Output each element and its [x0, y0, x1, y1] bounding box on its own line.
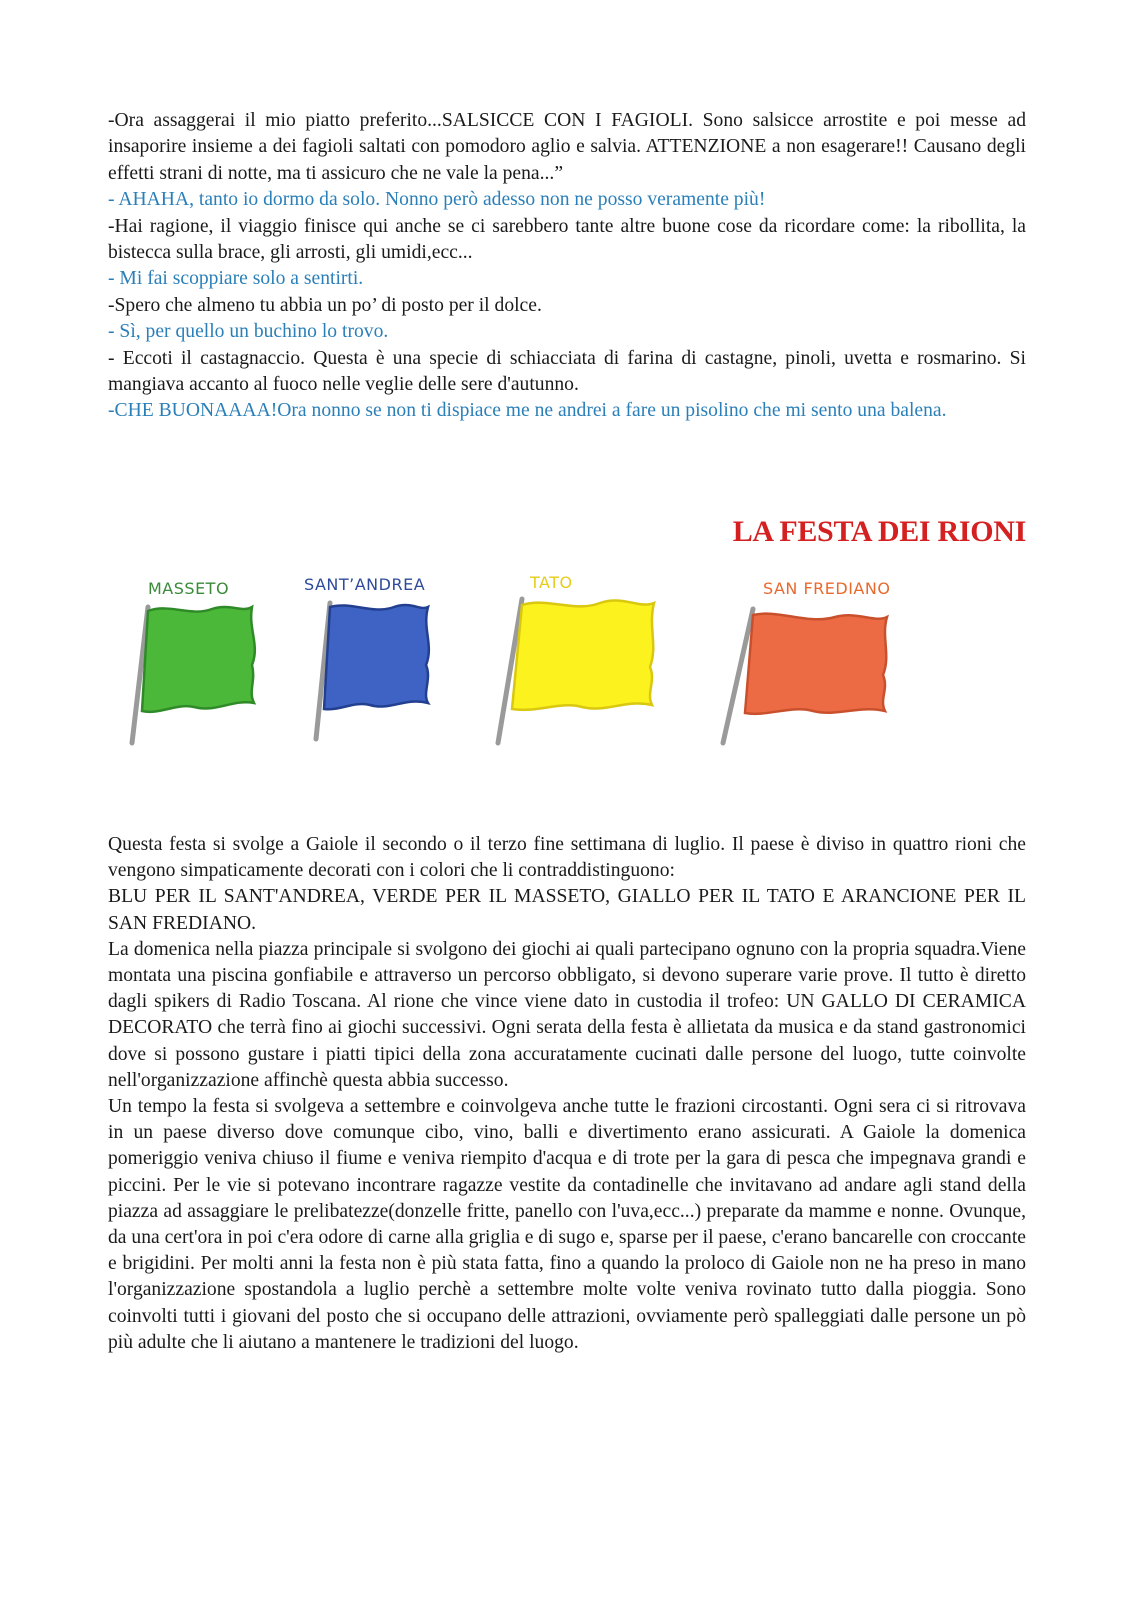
paragraph: Questa festa si svolge a Gaiole il secondo o il terzo fine settimana di luglio. Il paese è diviso in quattro rioni che vengono simpaticamente decorati con i colori che li contraddistinguono: [108, 834, 1026, 882]
dialogue-line-bambino: - AHAHA, tanto io dormo da solo. Nonno però adesso non ne posso veramente più! [108, 189, 766, 211]
paragraph: La domenica nella piazza principale si svolgono dei giochi ai quali partecipano ognuno con la propria squadra.Viene montata una piscina gonfiabile e attraverso un percorso obbligato, si devono superare varie prove. Il tutto è diretto dagli spikers di Radio Toscana. Al rione che vince viene dato in custodia il trofeo: UN GALLO DI CERAMICA DECORATO che terrà fino ai giochi successivi. Ogni serata della festa è allietata da musica e da stand gastronomici dove si possono gustare i piatti tipici della zona accuratamente cucinati dalle persone del luogo, tutte coinvolte nell'organizzazione affinchè questa abbia successo. [108, 938, 1026, 1091]
dialogue-line-nonno: -Spero che almeno tu abbia un po’ di posto per il dolce. [108, 294, 542, 316]
flag-masseto-drawing [120, 603, 260, 753]
dialogue-line-nonno: - Eccoti il castagnaccio. Questa è una specie di schiacciata di farina di castagne, pinoli, uvetta e rosmarino. Si mangiava accanto al fuoco nelle veglie delle sere d'autunno. [108, 347, 1026, 396]
flag-label: TATO [530, 573, 573, 592]
dialogue-line-bambino: -CHE BUONAAAA!Ora nonno se non ti dispiace me ne andrei a fare un pisolino che mi sento una balena. [108, 400, 947, 422]
dialogue-line-bambino: - Mi fai scoppiare solo a sentirti. [108, 268, 364, 290]
paragraph: Un tempo la festa si svolgeva a settembre e coinvolgeva anche tutte le frazioni circostanti. Ogni sera ci si ritrovava in un paese diverso dove comunque cibo, vino, balli e divertimento erano assicurati. A Gaiole la domenica pomeriggio veniva chiuso il fiume e veniva riempito d'acqua e di trote per la gara di pesca che impegnava grandi e piccini. Per le vie si potevano incontrare ragazze vestite da contadinelle che invitavano ad andare agli stand della piazza ad assaggiare le prelibatezze(donzelle fritte, panello con l'uva,ecc...) preparate da mamme e nonne. Ovunque, da una cert'ora in poi c'era odore di carne alla griglia e di sugo e, sparse per il paese, c'erano bancarelle con croccante e brigidini. Per molti anni la festa non è più stata fatta, fino a quando la proloco di Gaiole non ne ha preso in mano l'organizzazione spostandola a luglio perchè a settembre molte volte veniva rovinato tutto dalla pioggia. Sono coinvolti tutti i giovani del posto che si occupano delle attrazioni, ovviamente però spalleggiati dalle persone un pò più adulte che li aiutano a mantenere le tradizioni del luogo. [108, 1096, 1026, 1353]
flag-label: SANT’ANDREA [304, 575, 426, 594]
flag-santandrea-drawing [300, 599, 440, 749]
dialogue-section [108, 108, 1026, 425]
dialogue-line-nonno: -Ora assaggerai il mio piatto preferito...SALSICCE CON I FAGIOLI. Sono salsicce arrostite e poi messe ad insaporire insieme a dei fagioli saltati con pomodoro aglio e salvia. ATTENZIONE a non esagerare!! Causano degli effetti strani di notte, ma ti assicuro che ne vale la pena...” [108, 110, 1026, 184]
dialogue-line-bambino: - Sì, per quello un buchino lo trovo. [108, 321, 389, 343]
flag-tato-drawing [490, 593, 660, 753]
paragraph: BLU PER IL SANT'ANDREA, VERDE PER IL MASSETO, GIALLO PER IL TATO E ARANCIONE PER IL SAN FREDIANO. [108, 886, 1026, 934]
rioni-flags-drawing [120, 573, 1000, 760]
festa-description [108, 832, 1026, 1356]
flag-label: SAN FREDIANO [763, 579, 891, 598]
section-title: LA FESTA DEI RIONI [732, 515, 1026, 548]
flag-label: MASSETO [148, 579, 230, 598]
flag-sanfrediano-drawing [715, 603, 895, 753]
dialogue-line-nonno: -Hai ragione, il viaggio finisce qui anche se ci sarebbero tante altre buone cose da ricordare come: la ribollita, la bistecca sulla brace, gli arrosti, gli umidi,ecc... [108, 215, 1026, 264]
